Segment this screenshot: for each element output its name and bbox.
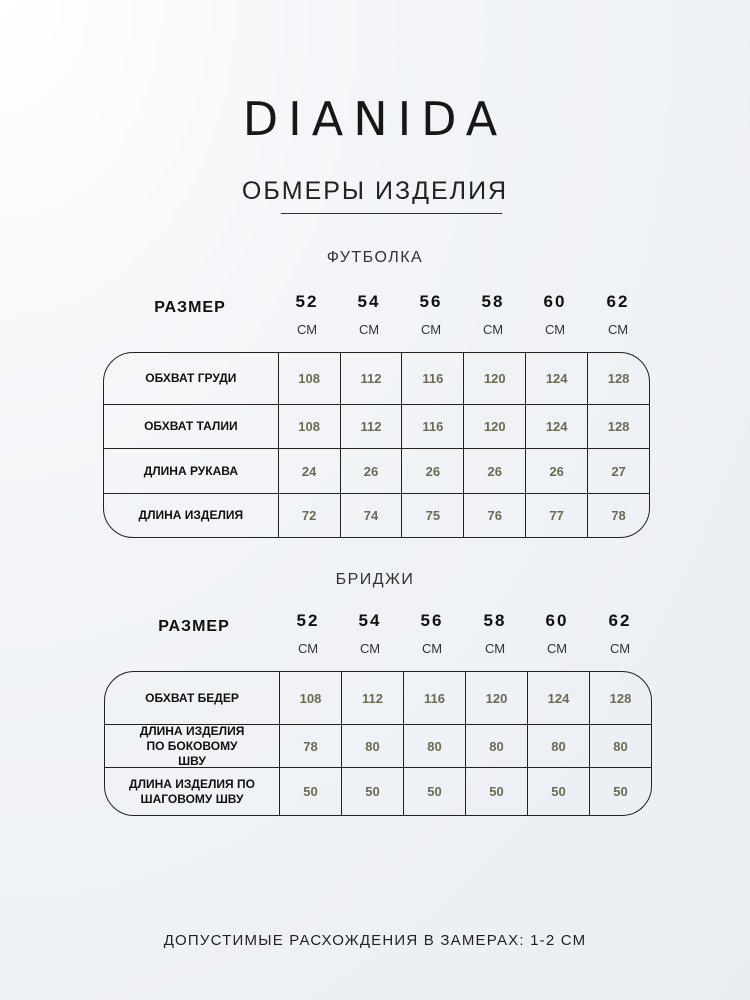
row-label: ОБХВАТ ГРУДИ — [145, 371, 237, 385]
title-underline — [281, 213, 502, 214]
cell-value: 50 — [465, 768, 527, 815]
cell-value: 78 — [587, 494, 649, 537]
size-num: 60 — [543, 292, 567, 311]
section-title-tshirt: ФУТБОЛКА — [326, 249, 424, 266]
size-unit: СМ — [421, 641, 443, 656]
cell-value: 112 — [340, 405, 402, 448]
size-unit: СМ — [297, 641, 319, 656]
size-num: 52 — [296, 611, 320, 630]
table-row — [104, 353, 649, 404]
section-title-breeches: БРИДЖИ — [335, 571, 415, 588]
size-num: 52 — [295, 292, 319, 311]
cell-value: 27 — [587, 449, 649, 493]
size-num: 56 — [420, 611, 444, 630]
size-unit: СМ — [544, 322, 566, 337]
cell-value: 116 — [401, 405, 463, 448]
cell-value: 50 — [341, 768, 403, 815]
cell-value: 112 — [340, 353, 402, 404]
table-row — [105, 767, 651, 815]
table-row — [104, 493, 649, 537]
cell-value: 26 — [340, 449, 402, 493]
cell-value: 75 — [401, 494, 463, 537]
cell-value: 112 — [341, 672, 403, 724]
cell-value: 124 — [527, 672, 589, 724]
size-num: 62 — [606, 292, 630, 311]
cell-value: 26 — [525, 449, 587, 493]
cell-value: 120 — [463, 353, 525, 404]
size-label-breeches: РАЗМЕР — [158, 618, 230, 635]
size-unit: СМ — [420, 322, 442, 337]
cell-value: 50 — [403, 768, 465, 815]
table-row — [105, 672, 651, 724]
size-unit: СМ — [609, 641, 631, 656]
breeches-measurement-table — [104, 671, 652, 816]
cell-value: 76 — [463, 494, 525, 537]
tolerance-note: ДОПУСТИМЫЕ РАСХОЖДЕНИЯ В ЗАМЕРАХ: 1-2 СМ — [163, 932, 587, 949]
size-unit: СМ — [482, 322, 504, 337]
cell-value: 116 — [401, 353, 463, 404]
cell-value: 124 — [525, 353, 587, 404]
cell-value: 74 — [340, 494, 402, 537]
size-num: 62 — [608, 611, 632, 630]
cell-value: 116 — [403, 672, 465, 724]
size-num: 54 — [358, 611, 382, 630]
table-row — [104, 448, 649, 493]
size-num: 54 — [357, 292, 381, 311]
cell-value: 80 — [589, 725, 651, 767]
page-title: ОБМЕРЫ ИЗДЕЛИЯ — [241, 177, 509, 205]
cell-value: 72 — [278, 494, 340, 537]
cell-value: 128 — [589, 672, 651, 724]
cell-value: 120 — [463, 405, 525, 448]
size-num: 60 — [545, 611, 569, 630]
cell-value: 80 — [341, 725, 403, 767]
size-unit: СМ — [359, 641, 381, 656]
cell-value: 120 — [465, 672, 527, 724]
cell-value: 80 — [465, 725, 527, 767]
size-num: 56 — [419, 292, 443, 311]
size-unit: СМ — [296, 322, 318, 337]
size-unit: СМ — [484, 641, 506, 656]
size-num: 58 — [481, 292, 505, 311]
cell-value: 108 — [278, 405, 340, 448]
cell-value: 26 — [401, 449, 463, 493]
cell-value: 50 — [589, 768, 651, 815]
size-label-tshirt: РАЗМЕР — [154, 299, 226, 316]
cell-value: 24 — [278, 449, 340, 493]
tshirt-measurement-table — [103, 352, 650, 538]
size-unit: СМ — [607, 322, 629, 337]
size-unit: СМ — [546, 641, 568, 656]
row-label: ДЛИНА ИЗДЕЛИЯ ПО ШАГОВОМУ ШВУ — [129, 776, 255, 806]
table-row — [105, 724, 651, 767]
cell-value: 78 — [279, 725, 341, 767]
brand-logo: DIANIDA — [242, 92, 508, 146]
cell-value: 77 — [525, 494, 587, 537]
row-label: ДЛИНА ИЗДЕЛИЯ — [138, 508, 244, 522]
size-unit: СМ — [358, 322, 380, 337]
cell-value: 128 — [587, 353, 649, 404]
row-label: ОБХВАТ ТАЛИИ — [144, 419, 238, 433]
cell-value: 108 — [279, 672, 341, 724]
row-label: ДЛИНА ИЗДЕЛИЯ ПО БОКОВОМУ ШВУ — [139, 723, 245, 768]
row-label: ДЛИНА РУКАВА — [143, 463, 238, 478]
size-num: 58 — [483, 611, 507, 630]
cell-value: 128 — [587, 405, 649, 448]
table-row — [104, 404, 649, 448]
cell-value: 50 — [527, 768, 589, 815]
cell-value: 80 — [527, 725, 589, 767]
cell-value: 124 — [525, 405, 587, 448]
cell-value: 80 — [403, 725, 465, 767]
cell-value: 108 — [278, 353, 340, 404]
cell-value: 50 — [279, 768, 341, 815]
cell-value: 26 — [463, 449, 525, 493]
row-label: ОБХВАТ БЕДЕР — [145, 690, 239, 705]
